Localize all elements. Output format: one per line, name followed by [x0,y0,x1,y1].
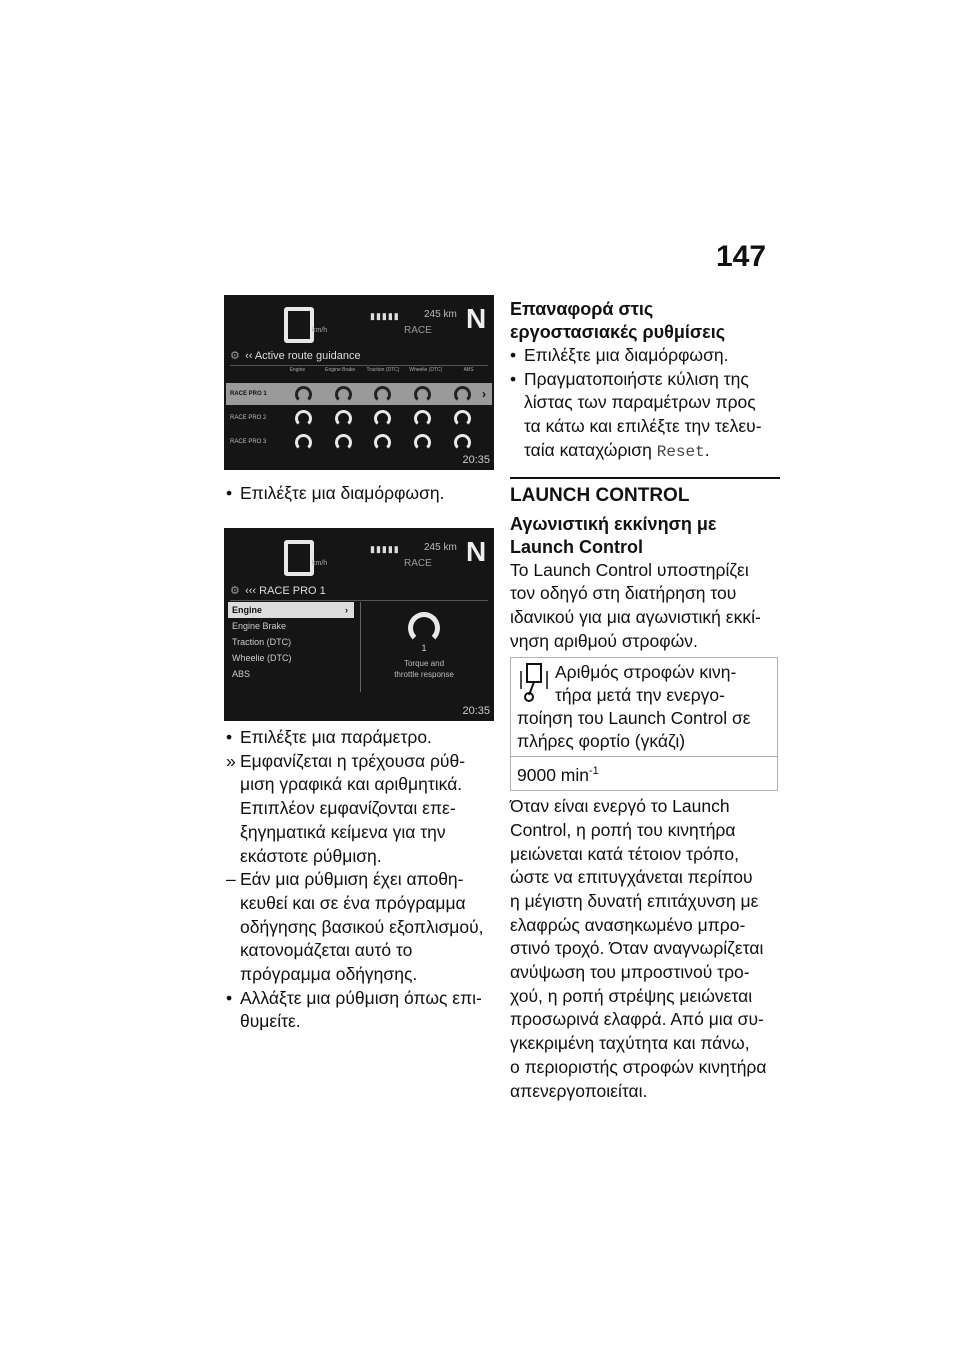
dial-icon [295,410,312,427]
text-line: προσωρινά ελαφρά. Από μια συ- [510,1009,764,1030]
column-header: Engine [289,367,306,373]
dial-icon [295,434,312,451]
bullet-step [510,368,780,465]
chevron-right-icon: › [482,387,486,401]
dial-icon [335,434,352,451]
speed-unit: km/h [312,327,328,334]
bullet-step [226,987,492,1034]
profile-row[interactable] [226,407,492,429]
code-reset: Reset [656,442,705,461]
chevron-right-icon: › [345,605,348,615]
divider [360,602,361,692]
text-line: πρόγραμμα οδήγησης. [240,964,418,985]
section-rule [510,477,780,479]
text-line: » Εμφανίζεται η τρέχουσα ρύθ- [240,750,466,771]
menu-item-label: Wheelie (DTC) [232,653,292,663]
spec-table [510,657,778,791]
spec-value-cell [511,757,778,791]
dial-icon [374,410,391,427]
back-chevrons-icon: ‹‹ [245,350,253,362]
text-line: • Πραγματοποιήστε κύλιση της [524,368,749,389]
dial-icon [374,434,391,451]
text-line: πλήρες φορτίο (γκάζι) [517,731,686,752]
dial-caption [364,658,484,680]
text-line: ξηγηματικά κείμενα για την [240,821,446,842]
text-line: εκάστοτε ρύθμιση. [240,845,382,866]
text-line: μειώνεται κατά τέτοιον τρόπο, [510,843,739,864]
column-header: Engine Brake [325,367,356,373]
clock: 20:35 [462,454,490,466]
heading-launch [510,513,780,559]
text-line: νηση αριθμού στροφών. [510,630,698,651]
speed-unit: km/h [312,560,328,567]
range-readout: 245 km [424,309,457,320]
riding-mode: RACE [404,325,432,336]
heading-line: εργοστασιακές ρυθμίσεις [510,322,726,342]
menu-item[interactable] [228,602,354,618]
page-number: 147 [716,240,767,273]
section-title: LAUNCH CONTROL [510,484,690,506]
paragraph [510,795,780,1103]
text-fragment: ταία καταχώριση [524,439,652,460]
column-header: ABS [463,367,474,373]
clock: 20:35 [462,705,490,717]
profile-row[interactable] [226,383,492,405]
spec-value: 9000 min [517,765,589,786]
text-line: Επιπλέον εμφανίζονται επε- [240,798,456,819]
dial-caption-line: Torque and [403,659,445,668]
dial-icon [335,386,352,403]
bullet-step: • Επιλέξτε μια διαμόρφωση. [226,482,492,506]
text-line: κατονομάζεται αυτό το [240,940,413,961]
result-step [226,750,492,869]
text-line: ιδανικού για μια αγωνιστική εκκί- [510,606,761,627]
text-line: ελαφρώς ανασηκωμένο μπρο- [510,914,746,935]
screen-title: RACE PRO 1 [259,585,326,597]
dial-icon [414,434,431,451]
dial-icon [414,386,431,403]
dial-icon [454,386,471,403]
parameter-menu [228,602,354,682]
left-column [226,482,492,506]
menu-item[interactable] [228,650,354,666]
heading-line: Αγωνιστική εκκίνηση με [510,513,717,534]
text-line: ποίηση του Launch Control σε [517,708,751,729]
dial-icon [335,410,352,427]
heading-line: Launch Control [510,536,643,557]
dashboard-screenshot-parameters [224,528,494,721]
dial-caption-line: throttle response [394,670,454,679]
text-line: τα κάτω και επιλέξτε την τελευ- [524,416,762,437]
speed-display [284,307,314,343]
text-line: λίστας των παραμέτρων προς [524,392,756,413]
dial-icon [374,386,391,403]
screen-title-bar [230,584,488,601]
text-line: • Αλλάξτε μια ρύθμιση όπως επι- [240,987,482,1008]
screen-title: Active route guidance [254,350,361,362]
text-line: Το Launch Control υποστηρίζει [510,559,749,580]
column-header: Traction (DTC) [366,367,400,373]
text-line: θυμείτε. [240,1011,301,1032]
heading-reset [510,298,780,344]
paragraph [510,559,780,654]
text-line: γκεκριμένη ταχύτητα και πάνω, [510,1033,750,1054]
text-line: απενεργοποιείται. [510,1080,648,1101]
gear-icon: ⚙ [230,350,240,362]
dial-icon [454,434,471,451]
text-line: Control, η ροπή του κινητήρα [510,819,736,840]
dashboard-screenshot-profiles [224,295,494,470]
menu-item-label: Engine Brake [232,621,287,631]
gear-icon: ⚙ [230,585,240,597]
fuel-bars: ▮▮▮▮▮ [370,544,400,554]
text-line: Αριθμός στροφών κινη- [555,662,737,683]
bullet-step: • Επιλέξτε μια διαμόρφωση. [510,344,780,368]
text-line: ανύψωση του μπροστινού τρο- [510,962,750,983]
text-line: τήρα μετά την ενεργο- [555,685,725,706]
spec-exponent: -1 [589,765,599,778]
text-line: χού, η ροπή στρέψης μειώνεται [510,985,753,1006]
parameter-columns [276,367,490,373]
profile-name: RACE PRO 2 [230,415,267,421]
text-line: ώστε να επιτυγχάνεται περίπου [510,867,753,888]
text-line: ταία καταχώριση Reset. [524,439,710,461]
back-chevrons-icon: ‹‹‹ [245,585,257,597]
gear-indicator: N [466,536,487,567]
speed-display [284,540,314,576]
text-line: – Εάν μια ρύθμιση έχει αποθη- [240,869,464,890]
bullet-step: • Επιλέξτε μια παράμετρο. [226,726,492,750]
riding-mode: RACE [404,558,432,569]
text-line: ο περιοριστής στροφών κινητήρα [510,1056,767,1077]
menu-item[interactable] [228,634,354,650]
menu-item-label: Engine [232,605,263,615]
text-line: τον οδηγό στη διατήρηση του [510,583,737,604]
menu-item-label: ABS [232,669,251,679]
dial-icon [454,410,471,427]
text-line: μιση γραφικά και αριθμητικά. [240,774,463,795]
text-line: η μέγιστη δυνατή επιτάχυνση με [510,890,759,911]
dash-note [226,868,492,987]
text-line: οδήγησης βασικού εξοπλισμού, [240,916,484,937]
engine-piston-icon [517,661,551,703]
profile-name: RACE PRO 1 [230,391,267,397]
text-line: στινό τροχό. Όταν αναγνωρίζεται [510,938,764,959]
screen-title-bar [230,349,488,366]
column-header: Wheelie (DTC) [409,367,443,373]
dial-icon [414,410,431,427]
text-line: κευθεί και σε ένα πρόγραμμα [240,892,466,913]
gear-indicator: N [466,303,487,334]
range-readout: 245 km [424,542,457,553]
right-column [510,298,780,1103]
profile-row[interactable] [226,431,492,453]
menu-item[interactable] [228,618,354,634]
heading-line: Επαναφορά στις [510,299,654,319]
text-line: Όταν είναι ενεργό το Launch [510,796,730,817]
left-column-steps [226,726,492,1034]
dial-icon [408,612,440,644]
menu-item-label: Traction (DTC) [232,637,292,647]
dial-value: 1 [421,643,427,653]
spec-label-cell [511,658,778,757]
dial-icon [295,386,312,403]
fuel-bars: ▮▮▮▮▮ [370,311,400,321]
profile-name: RACE PRO 3 [230,439,267,445]
menu-item[interactable] [228,666,354,682]
